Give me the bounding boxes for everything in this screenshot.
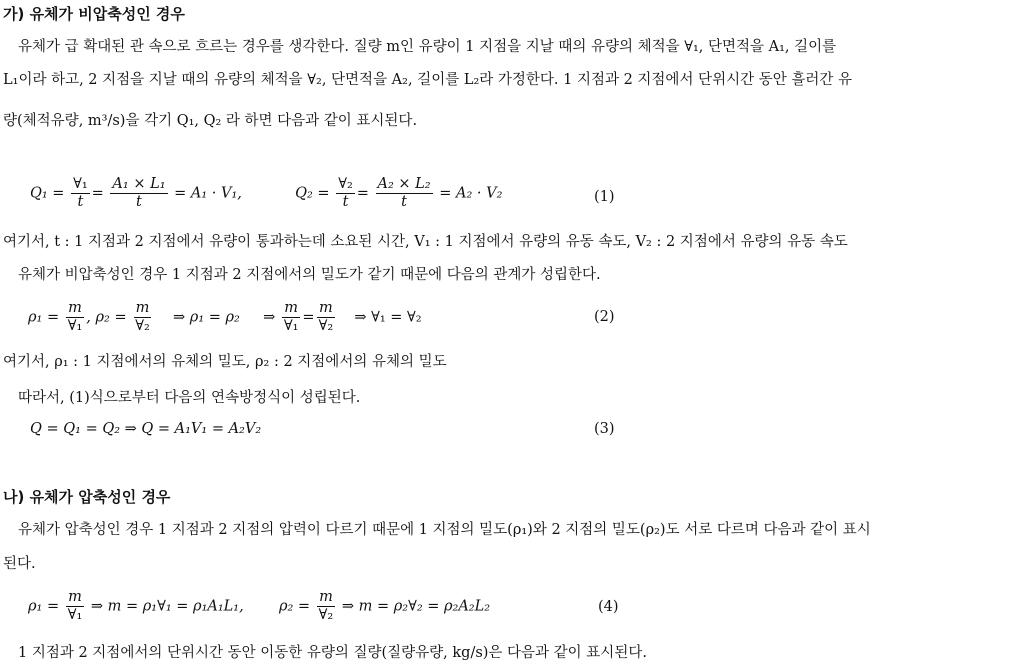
section-a-paragraph-2: 유체가 비압축성인 경우 1 지점과 2 지점에서의 밀도가 같기 때문에 다음의 관계가 성립한다. (18, 267, 601, 283)
where-clause-1: 여기서, t : 1 지점과 2 지점에서 유량이 통과하는데 소요된 시간, V₁ : 1 지점에서 유량의 유동 속도, V₂ : 2 지점에서 유량의 유동 속도 (3, 234, 848, 250)
section-a-paragraph-line-1: 유체가 급 확대된 관 속으로 흐르는 경우를 생각한다. 질량 m인 유량이 1 지점을 지날 때의 유량의 체적을 ∀₁, 단면적을 A₁, 길이를 (18, 39, 837, 55)
eq4-frac-m-v2: $\frac{m}{\text{∀₂}}$ (318, 589, 334, 623)
eq1-frac-v2-t: $\frac{\text{∀₂}}{t}$ (338, 176, 353, 210)
eq1-frac-a2l2-t: $\frac{\text{A₂ × L₂}}{t}$ (377, 176, 431, 210)
equation-1-number: (1) (594, 189, 615, 205)
equation-3-number: (3) (594, 421, 615, 437)
eq4-frac-m-v1: $\frac{m}{\text{∀₁}}$ (67, 589, 83, 623)
equation-4: ρ₁ = $\frac{m}{\text{∀₁}}$ ⇒ m = ρ₁∀₁ = ρ₁A₁L₁, ρ₂ = $\frac{m}{\text{∀₂}}$ ⇒ m = ρ₂∀₂ = ρ₂A₂L₂ (28, 589, 491, 623)
section-b-paragraph-2: 1 지점과 2 지점에서의 단위시간 동안 이동한 유량의 질량(질량유량, kg/s)은 다음과 같이 표시된다. (18, 645, 647, 661)
eq1-q1: Q₁ (30, 185, 48, 202)
equation-1: Q₁ = $\frac{\text{∀₁}}{t}$ = $\frac{\text{A₁ × L₁}}{t}$ = A₁ · V₁, Q₂ = $\frac{\text{∀₂}}{t}$ = $\frac{\text{A₂ × L₂}}{t}$ = A₂ · V₂ (30, 176, 503, 210)
eq2-frac-m-v2: $\frac{m}{\text{∀₂}}$ (135, 300, 150, 334)
equation-2-number: (2) (594, 309, 615, 325)
eq1-frac-a1l1-t: $\frac{\text{A₁ × L₁}}{t}$ (112, 176, 166, 210)
section-a-paragraph-line-2: L₁이라 하고, 2 지점을 지날 때의 유량의 체적을 ∀₂, 단면적을 A₂, 길이를 L₂라 가정한다. 1 지점과 2 지점에서 단위시간 동안 흘러간 유 (3, 72, 852, 88)
section-a-paragraph-line-3: 량(체적유량, m³/s)을 각기 Q₁, Q₂ 라 하면 다음과 같이 표시된다. (3, 113, 418, 129)
eq1-frac-v1-t: $\frac{\text{∀₁}}{t}$ (73, 176, 88, 210)
equation-2: ρ₁ = $\frac{m}{\text{∀₁}}$ , ρ₂ = $\frac{m}{\text{∀₂}}$ ⇒ ρ₁ = ρ₂ ⇒ $\frac{m}{\text{∀₁}}$ = $\frac{m}{\text{∀₂}}$ ⇒ ∀₁ = ∀₂ (28, 300, 422, 334)
section-a-heading: 가) 유체가 비압축성인 경우 (3, 5, 185, 23)
section-b-heading: 나) 유체가 압축성인 경우 (3, 488, 171, 506)
section-a-paragraph-3: 따라서, (1)식으로부터 다음의 연속방정식이 성립된다. (18, 390, 361, 406)
section-b-paragraph-line-1: 유체가 압축성인 경우 1 지점과 2 지점의 압력이 다르기 때문에 1 지점의 밀도(ρ₁)와 2 지점의 밀도(ρ₂)도 서로 다르며 다음과 같이 표시 (18, 522, 871, 538)
eq1-rhs2: = A₂ · V₂ (439, 185, 503, 202)
section-b-paragraph-line-2: 된다. (3, 556, 36, 572)
eq2-frac-m-v2-b: $\frac{m}{\text{∀₂}}$ (318, 300, 334, 334)
equation-4-number: (4) (598, 599, 619, 615)
equation-3: Q = Q₁ = Q₂ ⇒ Q = A₁V₁ = A₂V₂ (30, 421, 262, 437)
eq2-frac-m-v1-b: $\frac{m}{\text{∀₁}}$ (283, 300, 299, 334)
eq2-frac-m-v1: $\frac{m}{\text{∀₁}}$ (67, 300, 83, 334)
where-clause-2: 여기서, ρ₁ : 1 지점에서의 유체의 밀도, ρ₂ : 2 지점에서의 유체의 밀도 (3, 354, 447, 370)
eq1-q2: Q₂ (295, 185, 313, 202)
eq1-rhs1: = A₁ · V₁, (174, 185, 242, 202)
